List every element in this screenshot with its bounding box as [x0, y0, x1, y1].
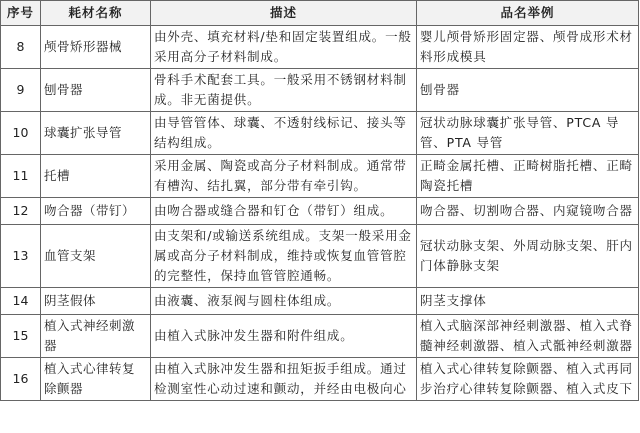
header-item-name: 耗材名称	[41, 1, 151, 26]
table-row	[1, 26, 639, 69]
table-row	[1, 358, 639, 401]
row-number: 16	[1, 358, 41, 401]
row-description: 由植入式脉冲发生器和附件组成。	[151, 315, 417, 358]
row-number: 13	[1, 225, 41, 288]
table-header-row	[1, 1, 639, 26]
row-product-examples: 吻合器、切割吻合器、内窥镜吻合器	[417, 198, 639, 225]
table-row	[1, 69, 639, 112]
row-description: 由植入式脉冲发生器和扭矩扳手组成。通过检测室性心动过速和颤动，并经由电极向心	[151, 358, 417, 401]
header-serial-number: 序号	[1, 1, 41, 26]
header-description: 描述	[151, 1, 417, 26]
row-number: 10	[1, 112, 41, 155]
header-product-examples: 品名举例	[417, 1, 639, 26]
table-row	[1, 225, 639, 288]
row-number: 15	[1, 315, 41, 358]
row-number: 11	[1, 155, 41, 198]
row-number: 8	[1, 26, 41, 69]
row-description: 骨科手术配套工具。一般采用不锈钢材料制成。非无菌提供。	[151, 69, 417, 112]
row-item-name: 植入式神经刺激器	[41, 315, 151, 358]
row-description: 采用金属、陶瓷或高分子材料制成。通常带有槽沟、结扎翼，部分带有牵引钩。	[151, 155, 417, 198]
row-description: 由吻合器或缝合器和钉仓（带钉）组成。	[151, 198, 417, 225]
row-item-name: 刨骨器	[41, 69, 151, 112]
row-item-name: 植入式心律转复除颤器	[41, 358, 151, 401]
row-item-name: 阴茎假体	[41, 288, 151, 315]
row-product-examples: 刨骨器	[417, 69, 639, 112]
row-number: 9	[1, 69, 41, 112]
row-product-examples: 婴儿颅骨矫形固定器、颅骨成形术材料形成模具	[417, 26, 639, 69]
table-row	[1, 315, 639, 358]
row-description: 由外壳、填充材料/垫和固定装置组成。一般采用高分子材料制成。	[151, 26, 417, 69]
row-product-examples: 植入式心律转复除颤器、植入式再同步治疗心律转复除颤器、植入式皮下	[417, 358, 639, 401]
row-item-name: 吻合器（带钉）	[41, 198, 151, 225]
row-number: 12	[1, 198, 41, 225]
row-product-examples: 植入式脑深部神经刺激器、植入式脊髓神经刺激器、植入式骶神经刺激器	[417, 315, 639, 358]
row-number: 14	[1, 288, 41, 315]
row-description: 由支架和/或输送系统组成。支架一般采用金属或高分子材料制成，维持或恢复血管管腔的完整性，保持血管管腔通畅。	[151, 225, 417, 288]
row-product-examples: 阴茎支撑体	[417, 288, 639, 315]
table-row	[1, 288, 639, 315]
row-product-examples: 正畸金属托槽、正畸树脂托槽、正畸陶瓷托槽	[417, 155, 639, 198]
row-product-examples: 冠状动脉支架、外周动脉支架、肝内门体静脉支架	[417, 225, 639, 288]
row-item-name: 血管支架	[41, 225, 151, 288]
table-row	[1, 155, 639, 198]
row-item-name: 球囊扩张导管	[41, 112, 151, 155]
table-row	[1, 112, 639, 155]
row-description: 由导管管体、球囊、不透射线标记、接头等结构组成。	[151, 112, 417, 155]
row-item-name: 颅骨矫形器械	[41, 26, 151, 69]
row-item-name: 托槽	[41, 155, 151, 198]
row-product-examples: 冠状动脉球囊扩张导管、PTCA 导管、PTA 导管	[417, 112, 639, 155]
table-row	[1, 198, 639, 225]
row-description: 由液囊、液泵阀与圆柱体组成。	[151, 288, 417, 315]
